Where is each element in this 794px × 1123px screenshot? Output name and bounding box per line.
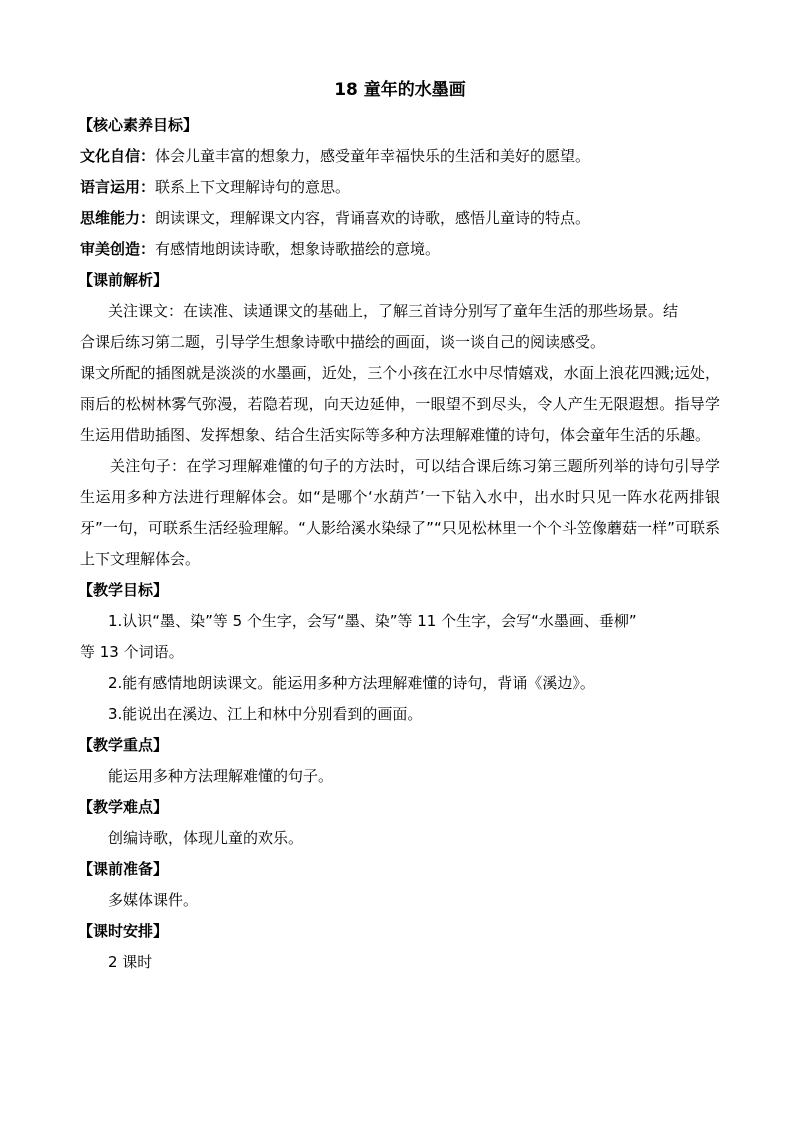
core-goal-aesthetic (80, 234, 720, 265)
heading-preparation: 【课前准备】 (78, 860, 169, 878)
page-title: 18 童年的水墨画 (334, 80, 466, 100)
core-goal-text: 联系上下文理解诗句的意思。 (155, 178, 351, 196)
heading-teaching-goals: 【教学目标】 (78, 581, 169, 599)
analysis-paragraph-line: 合课后练习第二题，引导学生想象诗歌中描绘的画面，谈一谈自己的阅读感受。 (80, 333, 606, 351)
core-goal-label: 语言运用： (80, 178, 156, 196)
heading-schedule: 【课时安排】 (78, 922, 169, 940)
teaching-goal-item: 1.认识“墨、染”等 5 个生字，会写“墨、染”等 11 个生字，会写“水墨画、垂柳” (108, 612, 637, 630)
analysis-paragraph-line: 关注课文：在读准、读通课文的基础上，了解三首诗分别写了童年生活的那些场景。结 (108, 302, 679, 320)
core-goal-label: 思维能力： (80, 209, 156, 227)
schedule-text: 2 课时 (108, 953, 153, 971)
core-goal-culture (80, 141, 720, 172)
teaching-goal-item-continued: 等 13 个词语。 (80, 643, 184, 661)
heading-core-goals: 【核心素养目标】 (78, 116, 199, 134)
core-goal-label: 审美创造： (80, 240, 156, 258)
key-point-text: 能运用多种方法理解难懂的句子。 (108, 767, 334, 785)
heading-key-point: 【教学重点】 (78, 736, 169, 754)
core-goal-thinking (80, 203, 720, 234)
core-goal-label: 文化自信： (80, 147, 156, 165)
document-page (80, 72, 720, 978)
analysis-sentence-paragraph: 关注句子：在学习理解难懂的句子的方法时，可以结合课后练习第三题所列举的诗句引导学生运用多种方法进行理解体会。如“是哪个‘水葫芦’一下钻入水中，出水时只见一阵水花两排银牙”一句，可联系生活经验理解。“人影给溪水染绿了”“只见松林里一个个斗笠像蘑菇一样”可联系上下文理解体会。 (80, 457, 720, 568)
preparation-text: 多媒体课件。 (108, 891, 199, 909)
core-goal-text: 有感情地朗读诗歌，想象诗歌描绘的意境。 (155, 240, 441, 258)
teaching-goal-item: 2.能有感情地朗读课文。能运用多种方法理解难懂的诗句，背诵《溪边》。 (108, 674, 595, 692)
heading-pre-class-analysis: 【课前解析】 (78, 271, 169, 289)
analysis-illustration-paragraph: 课文所配的插图就是淡淡的水墨画，近处，三个小孩在江水中尽情嬉戏，水面上浪花四溅;远处，雨后的松树林雾气弥漫，若隐若现，向天边延伸，一眼望不到尽头，令人产生无限遐想。指导学生运用借助插图、发挥想象、结合生活实际等多种方法理解难懂的诗句，体会童年生活的乐趣。 (80, 364, 720, 444)
core-goal-text: 体会儿童丰富的想象力，感受童年幸福快乐的生活和美好的愿望。 (155, 147, 591, 165)
difficulty-text: 创编诗歌，体现儿童的欢乐。 (108, 829, 304, 847)
core-goal-language (80, 172, 720, 203)
teaching-goal-item: 3.能说出在溪边、江上和林中分别看到的画面。 (108, 705, 423, 723)
core-goal-text: 朗读课文，理解课文内容，背诵喜欢的诗歌，感悟儿童诗的特点。 (155, 209, 591, 227)
heading-difficulty: 【教学难点】 (78, 798, 169, 816)
